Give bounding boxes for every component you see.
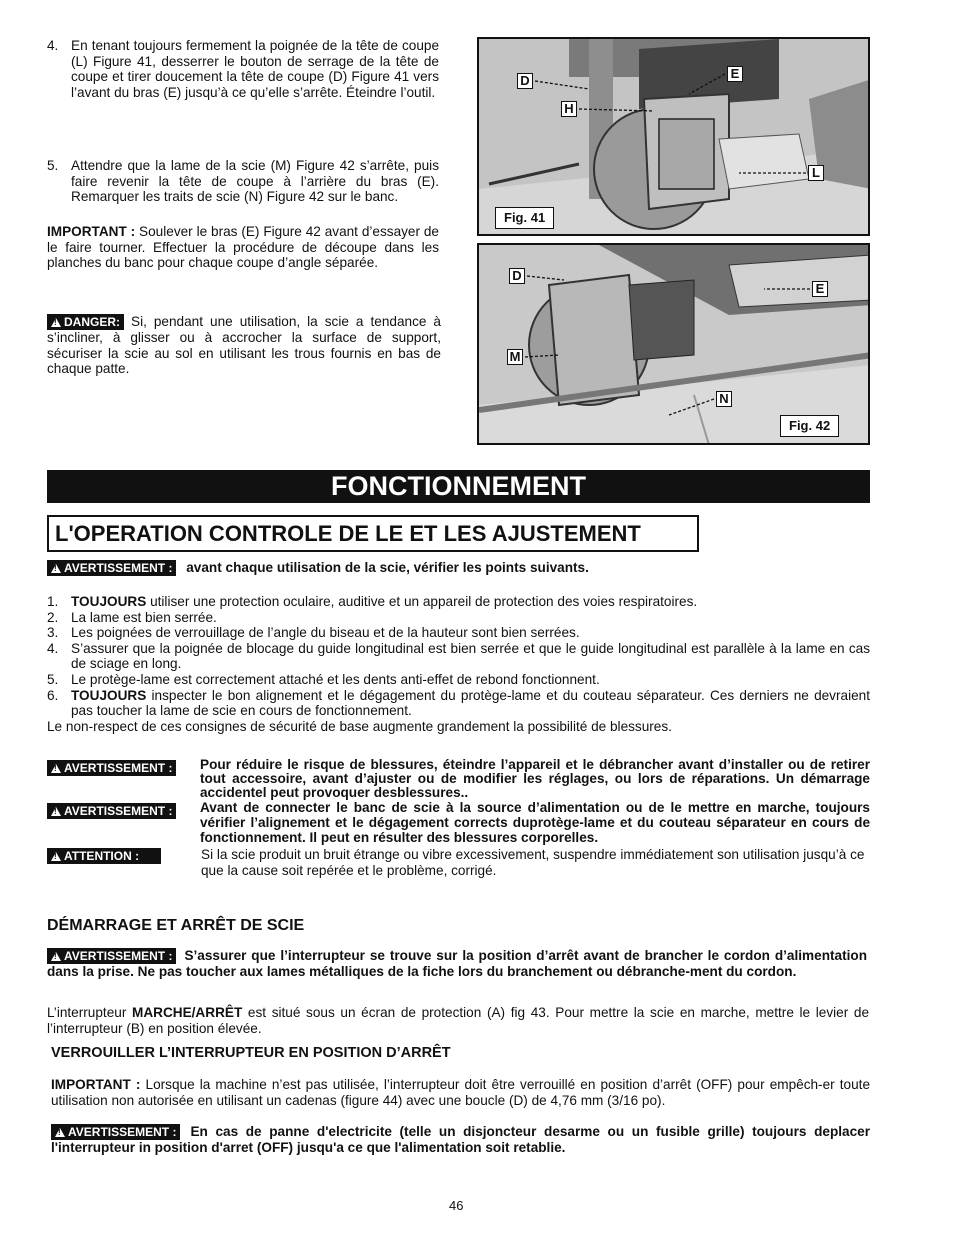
figure-42-photo bbox=[477, 243, 870, 445]
callout-m: M bbox=[507, 349, 523, 365]
step-4 bbox=[47, 38, 439, 100]
checklist-footer: Le non-respect de ces consignes de sécurité de base augmente grandement la possibilité de blessures. bbox=[47, 718, 672, 734]
warning-triangle-icon bbox=[51, 807, 61, 816]
warning-triangle-icon bbox=[51, 852, 61, 861]
lock-warning bbox=[51, 1124, 870, 1156]
callout-e: E bbox=[727, 66, 743, 82]
list-item: 1. TOUJOURS utiliser une protection oculaire, auditive et un appareil de protection des voies respiratoires. bbox=[47, 594, 698, 609]
callout-d: D bbox=[509, 268, 525, 284]
warning-triangle-icon bbox=[51, 318, 61, 327]
figure-41-photo bbox=[477, 37, 870, 236]
warning-triangle-icon bbox=[55, 1128, 65, 1137]
warning-text: avant chaque utilisation de la scie, vérifier les points suivants. bbox=[186, 560, 589, 575]
section-banner: FONCTIONNEMENT bbox=[47, 470, 870, 503]
danger-text: Si, pendant une utilisation, la scie a tendance à s’incliner, à glisser ou à accrocher la surface de support, sécuriser la scie au sol en utilisant les trous fournis en bas de chaque patte. bbox=[47, 314, 441, 377]
step-number: 4. bbox=[47, 38, 59, 53]
warning-badge: !AVERTISSEMENT : bbox=[51, 1124, 180, 1140]
warning-checklist-intro bbox=[47, 560, 870, 576]
warning-text: En cas de panne d'electricite (telle un disjoncteur desarme ou un fusible grille) toujours deplacer l'interrupteur in position d'arret (OFF) jusqu'a ce que l'alimentation soit retablie. bbox=[51, 1124, 870, 1155]
warning-badge: !AVERTISSEMENT : bbox=[47, 948, 176, 964]
warning-text-2: Pour réduire le risque de blessures, éteindre l’appareil et le débrancher avant d’installer ou de retirer tout accessoire, avant d’ajuster ou de modifier les réglages, ou lors de réparations. Un démarrage accidentel peut provoquer desblessures.. bbox=[200, 757, 870, 800]
callout-h: H bbox=[561, 101, 577, 117]
warning-badge-2: !AVERTISSEMENT : bbox=[47, 760, 176, 776]
callout-e: E bbox=[812, 281, 828, 297]
danger-note bbox=[47, 314, 441, 377]
step-number: 5. bbox=[47, 158, 59, 173]
callout-d: D bbox=[517, 73, 533, 89]
important-label: IMPORTANT : bbox=[47, 224, 136, 239]
section-heading-start: DÉMARRAGE ET ARRÊT DE SCIE bbox=[47, 917, 305, 934]
page-number: 46 bbox=[449, 1198, 464, 1213]
step-5 bbox=[47, 158, 439, 205]
start-warning bbox=[47, 948, 867, 979]
figure-42-label: Fig. 42 bbox=[780, 415, 839, 437]
callout-n: N bbox=[716, 391, 732, 407]
list-item: 6. TOUJOURS inspecter le bon alignement et le dégagement du protège-lame et du couteau séparateur. Ces derniers ne devraient pas toucher la lame de scie en cours de fonctionnement. bbox=[47, 687, 870, 719]
figure-41-label: Fig. 41 bbox=[495, 207, 554, 229]
attention-badge: !ATTENTION : bbox=[47, 848, 161, 864]
list-item: 5. Le protège-lame est correctement attaché et les dents anti-effet de rebond fonctionnent. bbox=[47, 671, 600, 687]
warning-triangle-icon bbox=[51, 564, 61, 573]
list-item: 4. S’assurer que la poignée de blocage du guide longitudinal est bien serrée et que le guide longitudinal est parallèle à la lame en cas de sciage en long. bbox=[47, 640, 870, 672]
important-note bbox=[47, 224, 439, 271]
warning-badge: !AVERTISSEMENT : bbox=[47, 560, 176, 576]
subsection-banner: L'OPERATION CONTROLE DE LE ET LES AJUSTEMENT bbox=[47, 515, 699, 552]
step-text: Attendre que la lame de la scie (M) Figure 42 s’arrête, puis faire revenir la tête de coupe à l’arrière du bras (E). Remarquer les traits de scie (N) Figure 42 sur le banc. bbox=[71, 158, 439, 205]
important-text: Soulever le bras (E) Figure 42 avant d’essayer de le faire tourner. Effectuer la procédure de découpe dans les planches du banc pour chaque coupe d’angle séparée. bbox=[47, 224, 439, 271]
attention-text: Si la scie produit un bruit étrange ou vibre excessivement, suspendre immédiatement son utilisation jusqu’à ce que la cause soit repérée et le problème, corrigé. bbox=[201, 847, 865, 878]
list-item: 2. La lame est bien serrée. bbox=[47, 609, 217, 625]
switch-paragraph: L’interrupteur MARCHE/ARRÊT est situé sous un écran de protection (A) fig 43. Pour mettre la scie en marche, mettre le levier de l’interrupteur (B) en position élevée. bbox=[47, 1005, 870, 1036]
list-item: 3. Les poignées de verrouillage de l’angle du biseau et de la hauteur sont bien serrées. bbox=[47, 625, 580, 641]
callout-l: L bbox=[808, 165, 824, 181]
safety-checklist bbox=[47, 594, 870, 734]
danger-badge: !DANGER: bbox=[47, 314, 124, 330]
warning-badge-3: !AVERTISSEMENT : bbox=[47, 803, 176, 819]
lock-important: IMPORTANT : Lorsque la machine n’est pas utilisée, l’interrupteur doit être verrouillé en position d’arrêt (OFF) pour empêch-er toute utilisation non autorisée en utilisant un cadenas (figure 44) avec une boucle (D) de 4,76 mm (3/16 po). bbox=[51, 1077, 870, 1108]
warning-text: S’assurer que l’interrupteur se trouve sur la position d’arrêt avant de brancher le cordon d’alimentation dans la prise. Ne pas toucher aux lames métalliques de la fiche lors du branchement ou débranche-ment du cordon. bbox=[47, 948, 867, 979]
warning-triangle-icon bbox=[51, 952, 61, 961]
section-heading-lock: VERROUILLER L’INTERRUPTEUR EN POSITION D’ARRÊT bbox=[51, 1045, 451, 1061]
step-text: En tenant toujours fermement la poignée de la tête de coupe (L) Figure 41, desserrer le bouton de serrage de la tête de coupe et tirer doucement la tête de coupe (D) Figure 41 vers l’avant du bras (E) jusqu’à ce qu’elle s’arrête. Éteindre l’outil. bbox=[71, 38, 439, 100]
warning-text-3: Avant de connecter le banc de scie à la source d’alimentation ou de le mettre en marche, toujours vérifier l’alignement et le dégagement corrects duprotège-lame et du couteau séparateur en cours de fonctionnement. Il peut en résulter des blessures corporelles. bbox=[200, 800, 870, 845]
warning-triangle-icon bbox=[51, 764, 61, 773]
